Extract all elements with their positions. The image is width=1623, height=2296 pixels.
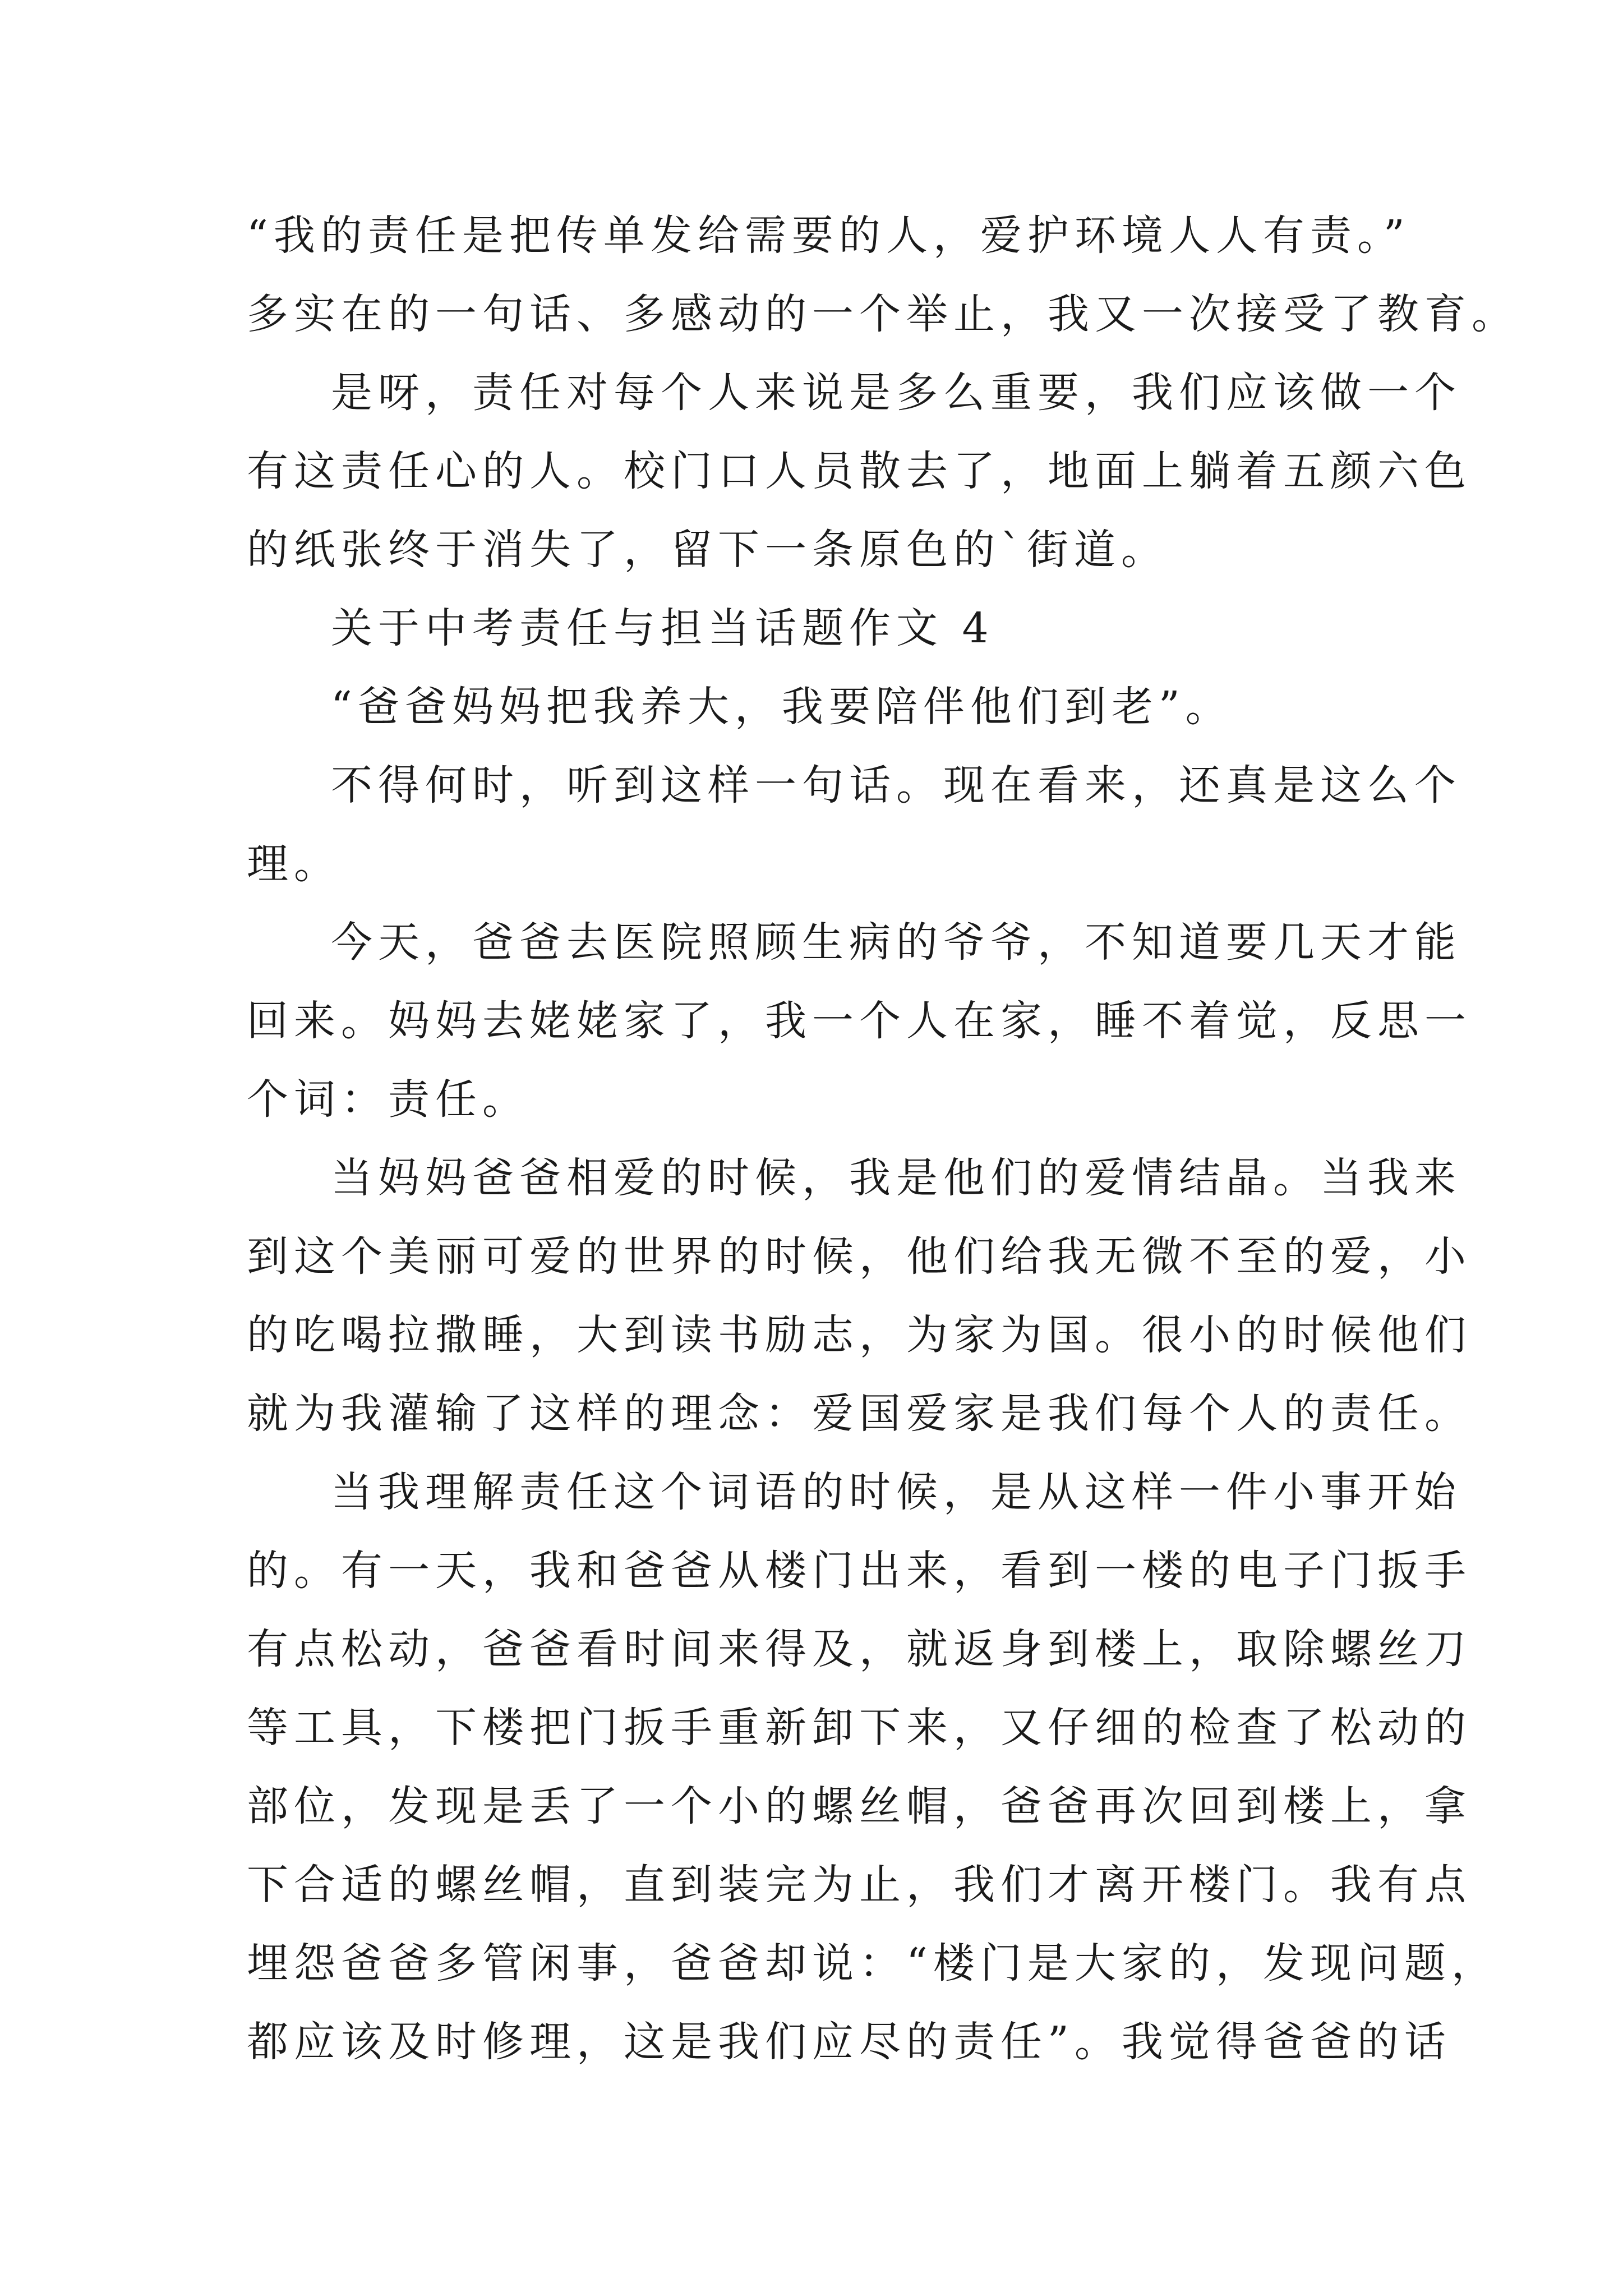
text-line: 的。有一天，我和爸爸从楼门出来，看到一楼的电子门扳手 [247, 1547, 1472, 1595]
text-line: 当我理解责任这个词语的时候，是从这样一件小事开始 [331, 1468, 1461, 1516]
text-line: 等工具，下楼把门扳手重新卸下来，又仔细的检查了松动的 [247, 1704, 1472, 1752]
text-line: “我的责任是把传单发给需要的人，爱护环境人人有责。” [247, 211, 1410, 260]
text-line: 是呀，责任对每个人来说是多么重要，我们应该做一个 [331, 369, 1461, 417]
text-line: 下合适的螺丝帽，直到装完为止，我们才离开楼门。我有点 [247, 1861, 1472, 1909]
text-line: 个词：责任。 [247, 1075, 529, 1124]
text-line: 都应该及时修理，这是我们应尽的责任”。我觉得爸爸的话 [247, 2018, 1451, 2066]
text-line: 不得何时，听到这样一句话。现在看来，还真是这么个 [331, 761, 1461, 809]
text-line: 埋怨爸爸多管闲事，爸爸却说：“楼门是大家的，发现问题， [247, 1939, 1498, 1987]
text-line: 的吃喝拉撒睡，大到读书励志，为家为国。很小的时候他们 [247, 1311, 1472, 1359]
text-line: 有点松动，爸爸看时间来得及，就返身到楼上，取除螺丝刀 [247, 1625, 1472, 1673]
text-line: 就为我灌输了这样的理念：爱国爱家是我们每个人的责任。 [247, 1389, 1472, 1438]
text-line: “爸爸妈妈把我养大，我要陪伴他们到老”。 [331, 683, 1233, 731]
text-line: 当妈妈爸爸相爱的时候，我是他们的爱情结晶。当我来 [331, 1154, 1461, 1202]
text-line: 今天，爸爸去医院照顾生病的爷爷，不知道要几天才能 [331, 918, 1461, 967]
text-line: 到这个美丽可爱的世界的时候，他们给我无微不至的爱，小 [247, 1232, 1472, 1281]
text-line: 的纸张终于消失了，留下一条原色的`街道。 [247, 526, 1168, 574]
text-line: 回来。妈妈去姥姥家了，我一个人在家，睡不着觉，反思一 [247, 997, 1472, 1045]
text-line: 理。 [247, 840, 341, 888]
text-line: 部位，发现是丢了一个小的螺丝帽，爸爸再次回到楼上，拿 [247, 1782, 1472, 1830]
text-line: 有这责任心的人。校门口人员散去了，地面上躺着五颜六色 [247, 447, 1472, 495]
section-heading: 关于中考责任与担当话题作文 4 [331, 604, 994, 652]
text-line: 多实在的一句话、多感动的一个举止，我又一次接受了教育。 [247, 290, 1519, 338]
